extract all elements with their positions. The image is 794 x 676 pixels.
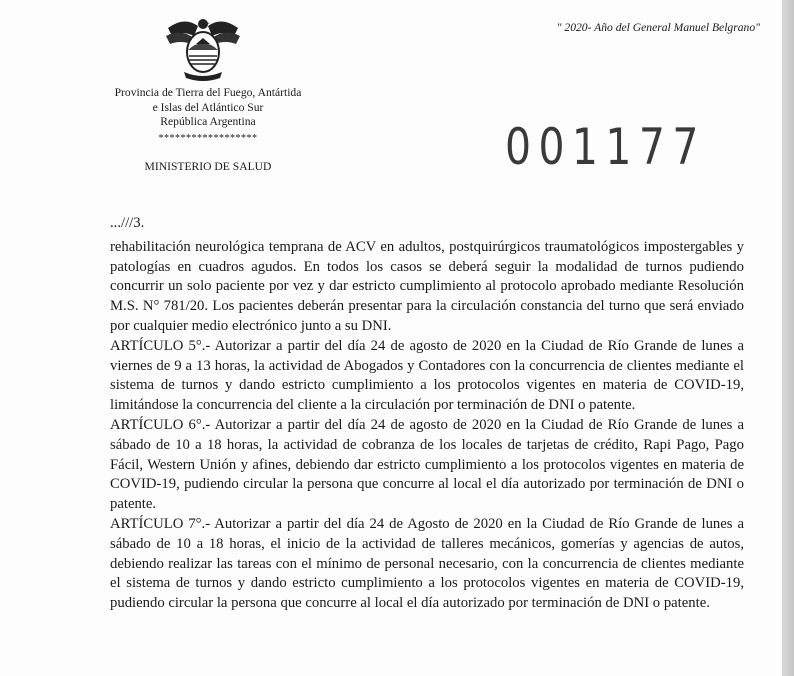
province-line-2: e Islas del Atlántico Sur xyxy=(152,100,264,114)
resolution-body xyxy=(110,214,744,614)
paragraph-rehabilitation: rehabilitación neurológica temprana de ACV en adultos, postquirúrgicos traumatológicos impostergables y patologías en cuadros agudos. En todos los casos se deberá seguir la modalidad de turnos pudiendo concurrir un solo paciente por vez y dar estricto cumplimiento al protocolo aprobado mediante Resolución M.S. N° 781/20. Los pacientes deberán presentar para la circulación constancia del turno que será enviado por cualquier medio electrónico junto a su DNI. xyxy=(110,238,744,334)
separator-stars: ****************** xyxy=(158,132,258,144)
year-motto: " 2020- Año del General Manuel Belgrano" xyxy=(556,21,760,34)
provincial-coat-of-arms-icon xyxy=(164,14,242,84)
ministry-name: MINISTERIO DE SALUD xyxy=(144,160,272,173)
page-cutoff-fade xyxy=(100,664,740,676)
document-number-stamp: 001177 xyxy=(505,118,706,176)
article-7: ARTÍCULO 7°.- Autorizar a partir del día 24 de Agosto de 2020 en la Ciudad de Río Grande de lunes a sábado de 10 a 18 horas, el inicio de la actividad de talleres mecánicos, gomerías y agencias de autos, debiendo realizar las tareas con el mínimo de personal necesario, con la concurrencia de clientes mediante el sistema de turnos y dando estricto cumplimiento a los protocolos vigentes en materia de COVID-19, pudiendo circular la persona que concurre al local el día autorizado por terminación de DNI o patente. xyxy=(110,515,744,612)
country-line: República Argentina xyxy=(160,115,256,129)
province-line-1: Provincia de Tierra del Fuego, Antártida xyxy=(114,86,302,99)
continuation-marker: ...///3. xyxy=(110,215,145,231)
issuing-authority xyxy=(90,86,326,146)
scan-edge xyxy=(782,0,794,676)
article-5: ARTÍCULO 5°.- Autorizar a partir del día 24 de agosto de 2020 en la Ciudad de Río Grande de lunes a viernes de 9 a 13 horas, la actividad de Abogados y Contadores con la concurrencia de clientes mediante el sistema de turnos y dando estricto cumplimiento a los protocolos vigentes en materia de COVID-19, limitándose la concurrencia del cliente a la circulación por terminación de DNI o patente. xyxy=(110,337,744,414)
article-6: ARTÍCULO 6°.- Autorizar a partir del día 24 de agosto de 2020 en la Ciudad de Río Grande de lunes a sábado de 10 a 18 horas, la actividad de cobranza de los locales de tarjetas de crédito, Rapi Pago, Pago Fácil, Western Unión y afines, debiendo dar estricto cumplimiento a los protocolos vigentes en materia de COVID-19, pudiendo circular la persona que concurre al local el día autorizado por terminación de DNI o patente. xyxy=(110,416,744,513)
